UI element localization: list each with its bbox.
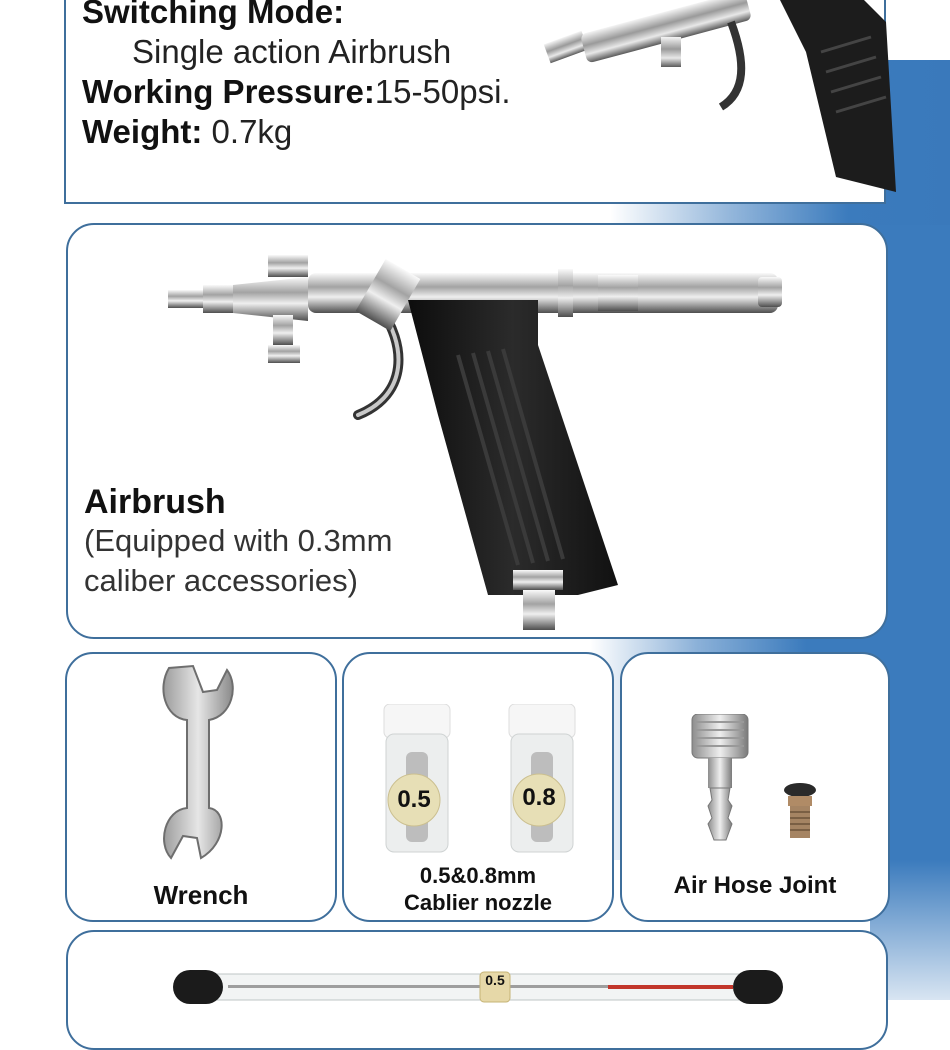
- spec-weight: [82, 112, 511, 152]
- spec-label: Switching Mode:: [82, 0, 345, 30]
- spec-value: Single action Airbrush: [132, 33, 452, 70]
- hose-joint-label: Air Hose Joint: [673, 872, 837, 899]
- nozzle-tag: 0.5: [397, 786, 431, 813]
- spec-switching-mode: [82, 0, 511, 32]
- airbrush-card: [66, 223, 888, 639]
- airbrush-description-line: (Equipped with 0.3mm: [84, 523, 393, 558]
- nozzle-vial-image: [382, 704, 452, 854]
- needle-tube-image: [168, 962, 788, 1012]
- spec-label: Working Pressure:: [82, 73, 375, 110]
- nozzle-vial-image: [507, 704, 577, 854]
- nozzle-card: [342, 652, 614, 922]
- nozzle-label: [344, 862, 612, 916]
- connector-image: [780, 782, 820, 842]
- spec-panel: [64, 0, 886, 204]
- airbrush-description: [84, 521, 444, 601]
- spec-list: [82, 0, 511, 152]
- needle-tag: 0.5: [485, 972, 505, 988]
- spec-switching-mode-value: [82, 32, 511, 72]
- nozzle-label-line: 0.5&0.8mm: [419, 863, 537, 888]
- wrench-image: [157, 658, 247, 868]
- spec-value: 15-50psi.: [374, 73, 511, 110]
- spec-label: Weight:: [82, 113, 203, 150]
- wrench-label: Wrench: [153, 880, 249, 910]
- wrench-card: [65, 652, 337, 922]
- airbrush-partial-image: [476, 0, 896, 192]
- hose-joint-image: [690, 714, 750, 844]
- nozzle-label-line: Cablier nozzle: [404, 890, 552, 915]
- nozzle-tag: 0.8: [522, 784, 556, 811]
- spec-value: 0.7kg: [211, 113, 293, 150]
- needle-card: [66, 930, 888, 1050]
- hose-joint-card: [620, 652, 890, 922]
- airbrush-title: Airbrush: [84, 483, 226, 521]
- airbrush-description-line: caliber accessories): [84, 563, 358, 598]
- spec-working-pressure: [82, 72, 511, 112]
